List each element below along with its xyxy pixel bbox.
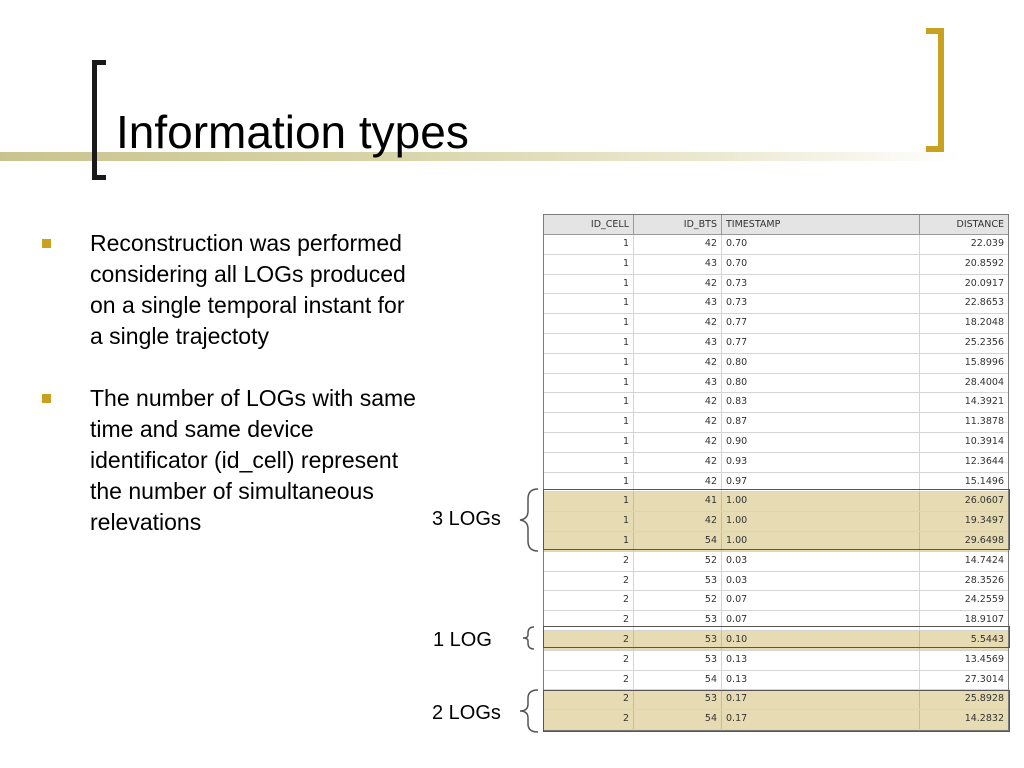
cell-id-bts: 53 — [634, 690, 722, 709]
bullet-text: The number of LOGs with same time and same device identificator (id_cell) represent the number of simultaneous relevations — [90, 385, 416, 535]
cell-timestamp: 0.73 — [722, 275, 920, 294]
cell-timestamp: 0.07 — [722, 591, 920, 610]
table-row[interactable] — [544, 473, 1008, 493]
header-timestamp[interactable]: TIMESTAMP — [722, 215, 920, 234]
cell-distance: 15.1496 — [964, 475, 1004, 487]
cell-id-cell: 1 — [544, 512, 634, 531]
log-data-table — [543, 214, 1009, 731]
table-row[interactable] — [544, 532, 1008, 552]
cell-distance: 14.3921 — [964, 396, 1004, 408]
table-row[interactable] — [544, 552, 1008, 572]
table-row[interactable] — [544, 354, 1008, 374]
cell-id-bts: 52 — [634, 552, 722, 571]
cell-id-cell: 1 — [544, 453, 634, 472]
cell-id-cell: 1 — [544, 334, 634, 353]
cell-timestamp: 0.93 — [722, 453, 920, 472]
cell-id-cell: 2 — [544, 611, 634, 630]
table-row[interactable] — [544, 591, 1008, 611]
cell-distance: 27.3014 — [964, 673, 1004, 685]
cell-id-bts: 53 — [634, 572, 722, 591]
cell-id-cell: 1 — [544, 492, 634, 511]
table-row[interactable] — [544, 374, 1008, 394]
cell-id-cell: 2 — [544, 572, 634, 591]
cell-id-cell: 1 — [544, 374, 634, 393]
cell-id-bts: 42 — [634, 413, 722, 432]
curly-brace-icon — [512, 487, 542, 553]
cell-timestamp: 0.83 — [722, 393, 920, 412]
cell-id-bts: 42 — [634, 433, 722, 452]
cell-id-cell: 2 — [544, 591, 634, 610]
cell-id-cell: 2 — [544, 552, 634, 571]
cell-timestamp: 1.00 — [722, 532, 920, 551]
curly-brace-icon — [512, 625, 542, 651]
cell-distance: 28.3526 — [964, 574, 1004, 586]
table-row[interactable] — [544, 611, 1008, 631]
table-row[interactable] — [544, 710, 1008, 730]
square-bullet-icon — [42, 239, 51, 248]
bullet-item — [40, 228, 420, 352]
cell-timestamp: 0.73 — [722, 294, 920, 313]
cell-id-bts: 52 — [634, 591, 722, 610]
cell-id-bts: 42 — [634, 354, 722, 373]
cell-id-bts: 42 — [634, 453, 722, 472]
cell-id-bts: 43 — [634, 294, 722, 313]
cell-timestamp: 0.07 — [722, 611, 920, 630]
cell-distance: 14.2832 — [964, 713, 1004, 725]
cell-id-cell: 1 — [544, 433, 634, 452]
bullet-item — [40, 383, 420, 538]
cell-distance: 20.0917 — [964, 277, 1004, 289]
cell-distance: 29.6498 — [964, 534, 1004, 546]
cell-id-bts: 42 — [634, 314, 722, 333]
table-row[interactable] — [544, 393, 1008, 413]
cell-id-cell: 2 — [544, 651, 634, 670]
table-row[interactable] — [544, 492, 1008, 512]
cell-id-cell: 1 — [544, 294, 634, 313]
bullet-text: Reconstruction was performed considering all LOGs produced on a single temporal instant for a single trajectoty — [90, 230, 406, 349]
table-row[interactable] — [544, 453, 1008, 473]
header-id-bts[interactable]: ID_BTS — [634, 215, 722, 234]
cell-distance: 22.8653 — [964, 297, 1004, 309]
header-id-cell[interactable]: ID_CELL — [544, 215, 634, 234]
table-row[interactable] — [544, 413, 1008, 433]
cell-distance: 5.5443 — [970, 633, 1004, 645]
cell-id-bts: 53 — [634, 611, 722, 630]
cell-distance: 18.9107 — [964, 614, 1004, 626]
cell-id-cell: 1 — [544, 473, 634, 492]
cell-timestamp: 0.77 — [722, 314, 920, 333]
cell-distance: 12.3644 — [964, 455, 1004, 467]
cell-distance: 19.3497 — [964, 515, 1004, 527]
annotation-2-logs: 2 LOGs — [432, 702, 501, 724]
cell-distance: 11.3878 — [964, 416, 1004, 428]
cell-id-bts: 43 — [634, 255, 722, 274]
cell-distance: 13.4569 — [964, 653, 1004, 665]
table-row[interactable] — [544, 433, 1008, 453]
cell-id-cell: 2 — [544, 690, 634, 709]
cell-id-cell: 1 — [544, 275, 634, 294]
cell-distance: 14.7424 — [964, 554, 1004, 566]
table-row[interactable] — [544, 235, 1008, 255]
cell-timestamp: 0.17 — [722, 710, 920, 729]
cell-distance: 25.2356 — [964, 336, 1004, 348]
cell-timestamp: 1.00 — [722, 492, 920, 511]
cell-id-cell: 1 — [544, 354, 634, 373]
cell-id-bts: 43 — [634, 334, 722, 353]
cell-distance: 24.2559 — [964, 594, 1004, 606]
header-distance[interactable]: DISTANCE — [956, 219, 1004, 230]
table-row[interactable] — [544, 334, 1008, 354]
square-bullet-icon — [42, 394, 51, 403]
cell-id-bts: 42 — [634, 393, 722, 412]
cell-id-bts: 54 — [634, 532, 722, 551]
cell-distance: 22.039 — [970, 238, 1004, 249]
table-row[interactable] — [544, 651, 1008, 671]
cell-id-bts: 54 — [634, 710, 722, 729]
cell-distance: 15.8996 — [964, 356, 1004, 368]
cell-timestamp: 0.80 — [722, 374, 920, 393]
annotation-1-log: 1 LOG — [433, 629, 492, 651]
table-header-row — [544, 215, 1008, 235]
annotation-3-logs: 3 LOGs — [432, 508, 501, 530]
cell-id-cell: 1 — [544, 255, 634, 274]
cell-id-cell: 1 — [544, 235, 634, 254]
cell-id-cell: 2 — [544, 631, 634, 650]
cell-distance: 18.2048 — [964, 317, 1004, 329]
cell-timestamp: 0.13 — [722, 651, 920, 670]
right-bracket-decoration — [926, 28, 944, 152]
cell-id-cell: 2 — [544, 710, 634, 729]
cell-id-bts: 53 — [634, 651, 722, 670]
cell-id-bts: 43 — [634, 374, 722, 393]
cell-id-bts: 53 — [634, 631, 722, 650]
bullet-list — [40, 228, 420, 569]
table-row[interactable] — [544, 671, 1008, 691]
cell-timestamp: 0.13 — [722, 671, 920, 690]
cell-id-bts: 41 — [634, 492, 722, 511]
left-bracket-decoration — [92, 60, 106, 180]
cell-id-bts: 54 — [634, 671, 722, 690]
curly-brace-icon — [512, 688, 542, 734]
cell-id-bts: 42 — [634, 235, 722, 254]
cell-timestamp: 0.03 — [722, 572, 920, 591]
cell-timestamp: 0.70 — [722, 235, 920, 254]
cell-distance: 10.3914 — [964, 435, 1004, 447]
cell-timestamp: 0.97 — [722, 473, 920, 492]
cell-timestamp: 0.70 — [722, 255, 920, 274]
table-row[interactable] — [544, 314, 1008, 334]
cell-id-bts: 42 — [634, 473, 722, 492]
cell-distance: 28.4004 — [964, 376, 1004, 388]
cell-id-bts: 42 — [634, 512, 722, 531]
table-row[interactable] — [544, 255, 1008, 275]
table-body — [544, 235, 1008, 730]
cell-id-cell: 1 — [544, 314, 634, 333]
cell-timestamp: 0.90 — [722, 433, 920, 452]
cell-id-cell: 1 — [544, 413, 634, 432]
cell-timestamp: 0.10 — [722, 631, 920, 650]
table-row[interactable] — [544, 572, 1008, 592]
slide-title: Information types — [116, 106, 469, 158]
cell-id-cell: 1 — [544, 393, 634, 412]
cell-distance: 25.8928 — [964, 693, 1004, 705]
cell-timestamp: 0.03 — [722, 552, 920, 571]
table-row[interactable] — [544, 631, 1008, 651]
cell-timestamp: 0.87 — [722, 413, 920, 432]
cell-id-cell: 2 — [544, 671, 634, 690]
table-row[interactable] — [544, 275, 1008, 295]
table-row[interactable] — [544, 294, 1008, 314]
cell-id-cell: 1 — [544, 532, 634, 551]
cell-id-bts: 42 — [634, 275, 722, 294]
cell-distance: 20.8592 — [964, 257, 1004, 269]
cell-timestamp: 0.80 — [722, 354, 920, 373]
cell-distance: 26.0607 — [964, 495, 1004, 507]
cell-timestamp: 0.77 — [722, 334, 920, 353]
cell-timestamp: 0.17 — [722, 690, 920, 709]
table-row[interactable] — [544, 690, 1008, 710]
cell-timestamp: 1.00 — [722, 512, 920, 531]
table-row[interactable] — [544, 512, 1008, 532]
